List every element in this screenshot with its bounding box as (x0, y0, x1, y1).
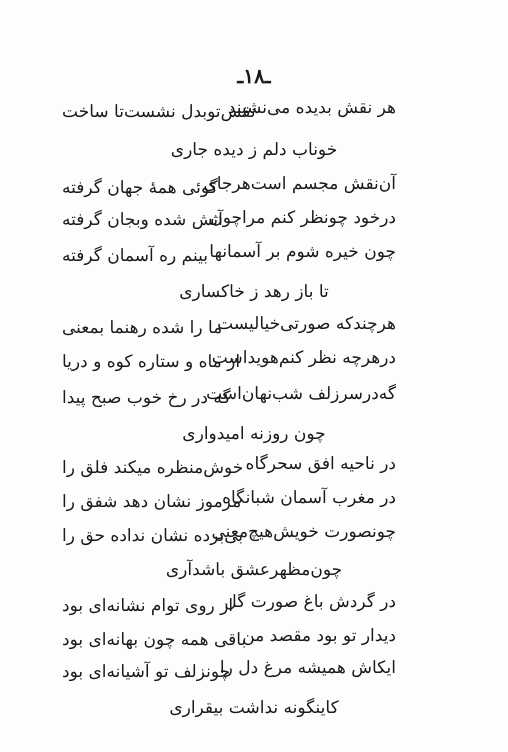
hemistich-right: هرچندکه صورتی‌خیالیست (217, 314, 396, 334)
hemistich-left: بینم ره آسمان گرفته (62, 246, 208, 266)
hemistich-left: چونزلف تو آشیانه‌ای بود (62, 662, 231, 682)
hemistich-right: هر نقش بدیده می‌نشیند (227, 98, 396, 118)
hemistich-left: باقی همه چون بهانه‌ای بود (62, 630, 247, 650)
hemistich-left: مرموز نشان دهد شفق را (62, 492, 242, 512)
hemistich-right: آن‌نقش مجسم است‌هرجای (203, 174, 396, 194)
refrain-line: تا باز رهد ز خاکساری (179, 282, 329, 302)
hemistich-right: در ناحیه افق سحرگاه (245, 454, 396, 474)
refrain-line: چون‌مظهرعشق باشدآری (165, 560, 343, 580)
hemistich-left: آتش شده وبجان گرفته (62, 210, 223, 230)
hemistich-left: از ماه و ستاره کوه و دریا (62, 352, 241, 372)
hemistich-right: دیدار تو بود مقصد من (242, 626, 396, 646)
page-number: ـ۱۸ـ (237, 64, 271, 88)
hemistich-left: از روی توام نشانه‌ای بود (62, 596, 234, 616)
hemistich-right: درخود چونظر کنم مراچون (210, 208, 396, 228)
hemistich-left: گه در رخ خوب صبح پیدا (62, 388, 231, 408)
hemistich-right: در مغرب آسمان شبانگاه (222, 488, 396, 508)
hemistich-left: گوئی همهٔ جهان گرفته (62, 178, 218, 198)
hemistich-left: بی‌برده نشان نداده حق را (62, 526, 244, 546)
refrain-line: کاینگونه نداشت بیقراری (169, 698, 339, 718)
hemistich-left: خوش‌منظره میکند فلق را (62, 458, 244, 478)
hemistich-right: چون خیره شوم بر آسمانها (209, 242, 396, 262)
hemistich-left: ما را شده رهنما بمعنی (62, 318, 223, 338)
refrain-line: خوناب دلم ز دیده جاری (170, 140, 338, 160)
hemistich-right: درهرچه نظر کنم‌هویداست (211, 348, 396, 368)
hemistich-left: نقش‌توبدل نشست‌تا ساخت (62, 102, 256, 122)
hemistich-right: ایکاش همیشه مرغ دل را (219, 658, 396, 678)
hemistich-right: چونصورت خویش‌هیچ‌معنی (211, 522, 396, 542)
hemistich-right: گه‌درسرزلف شب‌نهان‌است (206, 384, 396, 404)
hemistich-right: در گردش باغ صورت گل (224, 592, 396, 612)
refrain-line: چون روزنه امیدواری (182, 424, 326, 444)
